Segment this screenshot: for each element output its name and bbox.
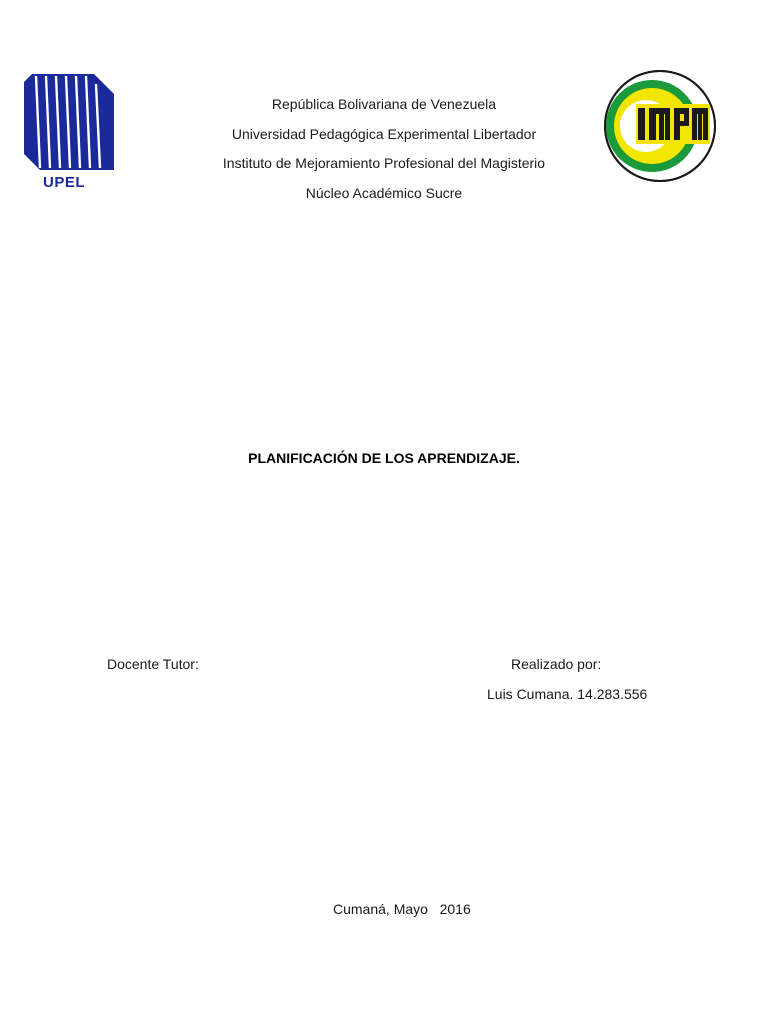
impm-logo: [602, 68, 718, 184]
header-line-nucleus: Núcleo Académico Sucre: [305, 184, 463, 201]
institution-header: [150, 90, 618, 208]
header-line-university: Universidad Pedagógica Experimental Libertador: [231, 125, 537, 142]
author-label: Realizado por:: [511, 656, 602, 672]
tutor-label: Docente Tutor:: [107, 656, 199, 672]
header-line-country: República Bolivariana de Venezuela: [271, 96, 497, 112]
upel-logo-graphic: [20, 72, 118, 172]
header-line-institute: Instituto de Mejoramiento Profesional del Magisterio: [222, 155, 546, 171]
upel-logo-text: UPEL: [42, 174, 85, 191]
document-title: PLANIFICACIÓN DE LOS APRENDIZAJE.: [248, 450, 520, 466]
impm-logo-graphic: [602, 68, 718, 184]
author-name: Luis Cumana. 14.283.556: [487, 686, 648, 702]
place-date: Cumaná, Mayo 2016: [333, 901, 471, 917]
